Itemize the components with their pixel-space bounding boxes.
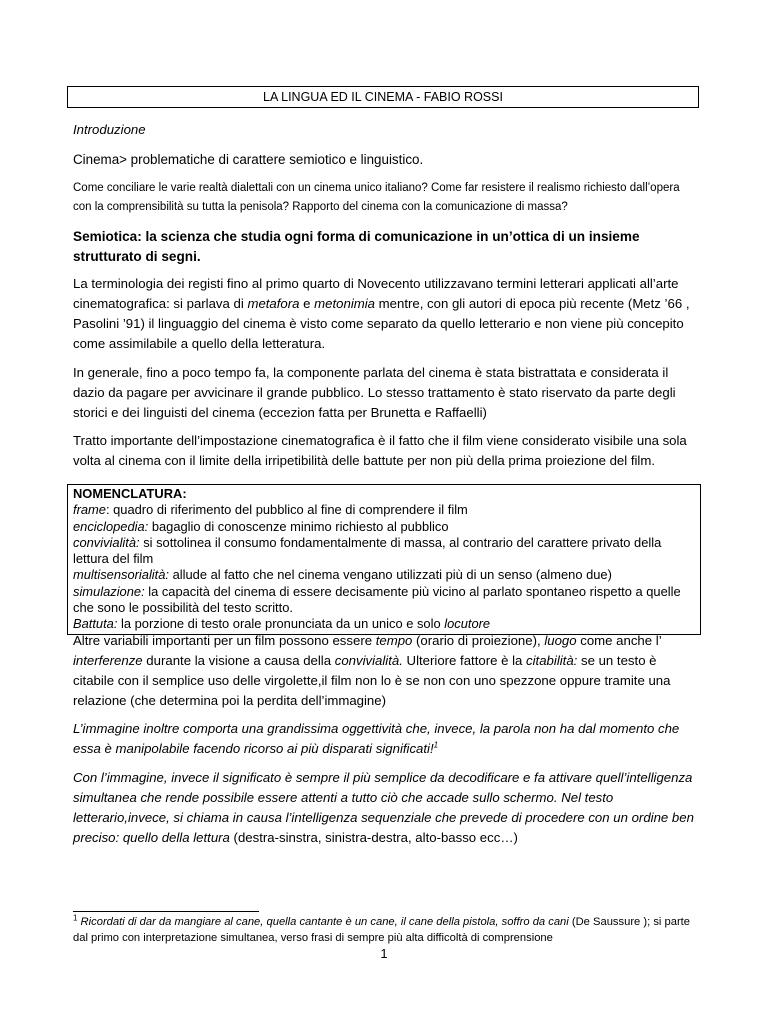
questions-paragraph: Come conciliare le varie realtà dialettali con un cinema unico italiano? Come far resistere il realismo richiesto dall’opera con la comprensibilità su tutta la penisola? Rapporto del cinema con la comunicazione di massa? [73,182,680,213]
terminologia-paragraph: La terminologia dei registi fino al primo quarto di Novecento utilizzavano termini letterari applicati all’arte cinematografica: si parlava di metafora e metonimia mentre, con gli autori di epoca più recente (Metz ’66 , Pasolini ’91) il linguaggio del cinema è visto come separato da quello letterario e non viene più concepito come assimilabile a quello della letteratura. [73,276,690,351]
nomenclatura-convivialita: convivialità: si sottolinea il consumo fondamentalmente di massa, al contrario del carattere privato della lettura del film [73,534,662,567]
page-number: 1 [380,946,388,961]
significato-paragraph: Con l’immagine, invece il significato è sempre il più semplice da decodificare e fa attivare quell’intelligenza simultanea che rende possibile essere attenti a tutto ciò che accade sullo schermo. Nel testo letterario,invece, si chiama in causa l’intelligenza sequenziale che prevede di procedere con un ordine ben preciso: quello della lettura (destra-sinstra, sinistra-destra, alto-basso ecc…) [73,770,694,845]
nomenclatura-battuta: Battuta: la porzione di testo orale pronunciata da un unico e solo locutore [73,616,491,632]
nomenclatura-box [67,484,701,635]
footnote-reference: 1 [433,740,439,750]
cinema-line: Cinema> problematiche di carattere semiotico e linguistico. [73,152,424,167]
nomenclatura-enciclopedia: enciclopedia: bagaglio di conoscenze minimo richiesto al pubblico [73,518,449,534]
immagine-paragraph: L’immagine inoltre comporta una grandissima oggettività che, invece, la parola non ha dal momento che essa è manipolabile facendo ricorso ai più disparati significati!$^1$ [73,721,680,756]
intro-heading: Introduzione [73,122,146,137]
footnote-separator [73,911,259,912]
semiotica-definition: Semiotica: la scienza che studia ogni forma di comunicazione in un’ottica di un insieme strutturato di segni. [73,229,640,264]
generale-paragraph: In generale, fino a poco tempo fa, la componente parlata del cinema è stata bistrattata e considerata il dazio da pagare per avvicinare il grande pubblico. Lo stesso trattamento è stato riservato da parte degli storici e dei linguisti del cinema (eccezion fatta per Brunetta e Raffaelli) [73,365,676,420]
variabili-paragraph: Altre variabili importanti per un film possono essere tempo (orario di proiezione), luogo come anche l’ interferenze durante la visione a causa della convivialità. Ulteriore fattore è la citabilità: se un testo è citabile con il semplice uso delle virgolette,il film non lo è se non con uno spezzone oppure tramite una relazione (che determina poi la perdita dell’immagine) [73,633,671,708]
footnote: $^1$ Ricordati di dar da mangiare al cane, quella cantante è un cane, il cane della pistola, soffro da cani (De Saussure ); si parte dal primo con interpretazione simultanea, verso frasi di sempre più alta difficoltà di comprensione [73,913,691,944]
nomenclatura-heading: NOMENCLATURA: [73,486,187,501]
nomenclatura-simulazione: simulazione: la capacità del cinema di essere decisamente più vicino al parlato spontaneo rispetto a quelle che sono le possibilità del testo scritto. [73,583,681,616]
nomenclatura-frame: frame: quadro di riferimento del pubblico al fine di comprendere il film [73,502,468,518]
nomenclatura-multisensorialita: multisensorialità: allude al fatto che nel cinema vengano utilizzati più di un senso (almeno due) [73,567,612,583]
document-title: LA LINGUA ED IL CINEMA - FABIO ROSSI [67,86,699,108]
tratto-paragraph: Tratto importante dell’impostazione cinematografica è il fatto che il film viene considerato visibile una sola volta al cinema con il limite della irripetibilità delle battute per non più della prima proiezione del film. [73,433,687,468]
